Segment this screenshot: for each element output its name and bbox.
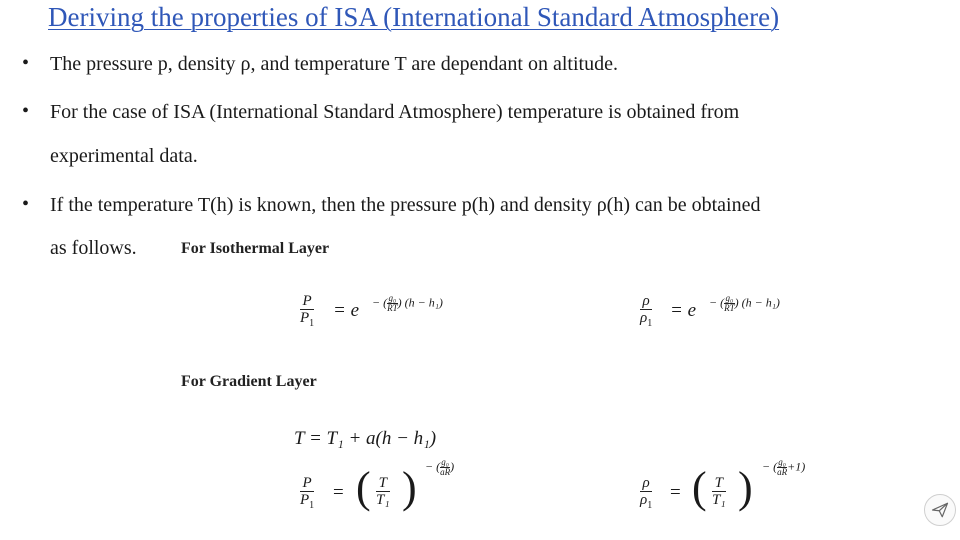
left-paren: ( xyxy=(356,463,371,512)
grad-density-inner-fraction: $\frac{T}{\text{T₁}}$ xyxy=(712,475,726,508)
bullet-marker: • xyxy=(22,100,30,122)
bullet-text: experimental data. xyxy=(50,145,198,167)
slide-title: Deriving the properties of ISA (International Standard Atmosphere) xyxy=(48,2,780,32)
bullet-marker: • xyxy=(22,52,30,74)
grad-density-eq: = xyxy=(670,482,681,503)
bullet-text: If the temperature T(h) is known, then the pressure p(h) and density ρ(h) can be obtained xyxy=(50,194,761,216)
bullet-text: as follows. xyxy=(50,237,137,259)
isothermal-heading: For Isothermal Layer xyxy=(181,240,330,257)
left-paren: ( xyxy=(692,463,707,512)
iso-density-rhs: = e xyxy=(670,300,697,321)
iso-density-exponent: − ( $\frac{\text{g₀}}{RT}$ ) (h − h₁) xyxy=(709,293,780,313)
grad-temperature-equation: T = T₁ + a(h − h₁) xyxy=(294,428,437,449)
iso-pressure-exponent: − ( $\frac{\text{g₀}}{RT}$ ) (h − h₁) xyxy=(372,293,443,313)
grad-density-fraction: $\frac{\rho}{\rho_1}$ xyxy=(640,475,653,511)
iso-pressure-fraction: $\frac{P}{P_1}$ xyxy=(300,293,315,329)
gradient-heading: For Gradient Layer xyxy=(181,373,317,390)
paper-plane-icon[interactable] xyxy=(924,494,956,526)
grad-pressure-exponent: − ( $\frac{\text{g₀}}{aR}$ ) xyxy=(425,457,455,477)
iso-pressure-rhs: = e xyxy=(333,300,360,321)
bullet-text: The pressure p, density ρ, and temperature T are dependant on altitude. xyxy=(50,53,618,75)
grad-pressure-eq: = xyxy=(333,482,344,503)
iso-density-fraction: $\frac{\rho}{\rho_1}$ xyxy=(640,293,653,329)
grad-pressure-fraction: $\frac{P}{P_1}$ xyxy=(300,475,315,511)
right-paren: ) xyxy=(738,463,753,512)
bullet-marker: • xyxy=(22,193,30,215)
grad-pressure-inner-fraction: $\frac{T}{\text{T₁}}$ xyxy=(376,475,390,508)
right-paren: ) xyxy=(402,463,417,512)
grad-density-exponent: − ( $\frac{\text{g₀}}{aR}$ +1) xyxy=(762,457,806,477)
bullet-text: For the case of ISA (International Standard Atmosphere) temperature is obtained from xyxy=(50,101,740,123)
